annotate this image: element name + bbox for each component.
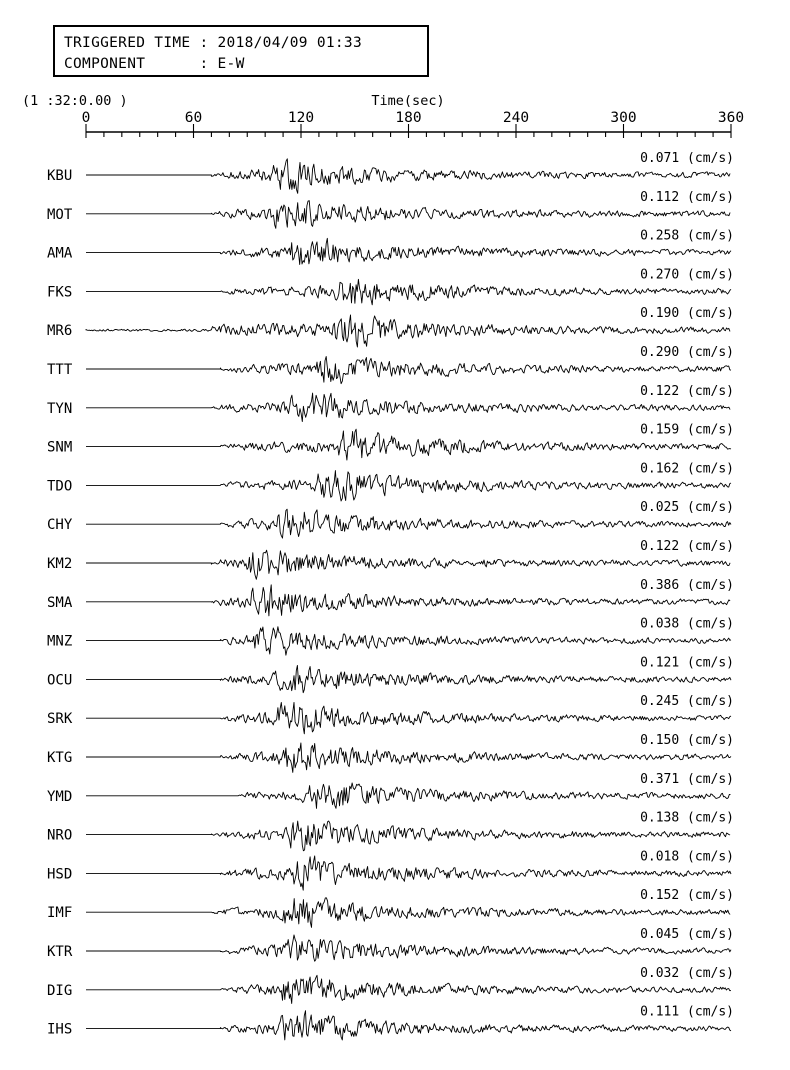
max-amplitude-label: 0.371 (cm/s) [640,771,734,787]
waveform [86,238,731,264]
station-label: OCU [47,672,73,689]
waveform [86,1011,731,1040]
station-label: IHS [47,1021,73,1038]
station-label: DIG [47,982,73,999]
max-amplitude-label: 0.121 (cm/s) [640,655,734,671]
x-tick-label: 180 [395,110,422,126]
station-label: YMD [47,788,73,805]
max-amplitude-label: 0.038 (cm/s) [640,616,734,632]
x-tick-label: 60 [184,110,203,126]
waveform [86,898,730,928]
x-tick-label: 0 [81,110,91,126]
waveform [86,357,731,384]
time-axis [22,93,744,138]
x-tick-label: 300 [610,110,637,126]
x-tick-label: 240 [502,110,530,126]
max-amplitude-label: 0.025 (cm/s) [640,500,734,516]
station-label: NRO [47,827,73,844]
station-trace-ttt [47,345,734,384]
triggered-time-line: TRIGGERED TIME : 2018/04/09 01:33 [64,35,362,51]
triggered-time-value: 2018/04/09 01:33 [217,35,362,51]
station-trace-ocu [47,655,734,692]
station-label: TDO [47,478,73,495]
start-time-label: (1 :32:0.00 ) [22,93,128,109]
waveform [86,975,731,1003]
waveform [86,509,731,538]
waveform [86,429,731,460]
station-trace-ama [47,229,734,265]
station-trace-chy [47,500,734,538]
waveform [86,159,730,194]
station-trace-dig [47,966,734,1004]
waveform [86,550,730,579]
max-amplitude-label: 0.018 (cm/s) [640,849,734,865]
station-label: CHY [47,517,73,534]
waveform [86,393,730,422]
station-label: KTG [47,750,73,766]
station-label: IMF [47,905,73,922]
station-trace-ktg [47,733,734,772]
waveform [86,315,730,347]
station-trace-snm [47,423,734,461]
station-trace-nro [47,811,734,851]
station-label: KTR [47,944,73,960]
max-amplitude-label: 0.045 (cm/s) [640,927,734,942]
waveform [86,702,731,733]
max-amplitude-label: 0.152 (cm/s) [640,888,734,904]
max-amplitude-label: 0.122 (cm/s) [640,539,734,554]
max-amplitude-label: 0.150 (cm/s) [640,733,734,748]
station-trace-tdo [47,461,734,501]
station-label: HSD [47,866,73,883]
max-amplitude-label: 0.190 (cm/s) [640,306,734,322]
station-trace-mr6 [47,306,734,347]
station-trace-kbu [47,151,734,193]
waveform [86,201,730,229]
station-label: SMA [47,594,73,611]
station-label: SNM [47,439,73,456]
station-trace-srk [47,694,734,734]
station-trace-mot [47,190,734,229]
station-label: TYN [47,400,73,417]
x-tick-label: 120 [287,110,315,126]
station-traces [47,151,734,1040]
station-label: TTT [47,362,73,378]
waveform [86,279,731,305]
station-trace-ymd [47,772,734,809]
max-amplitude-label: 0.290 (cm/s) [640,345,734,360]
station-trace-mnz [47,617,734,656]
station-trace-ktr [47,927,734,961]
max-amplitude-label: 0.386 (cm/s) [640,577,734,593]
max-amplitude-label: 0.162 (cm/s) [640,461,734,477]
station-label: MNZ [47,633,73,650]
max-amplitude-label: 0.112 (cm/s) [640,189,734,205]
max-amplitude-label: 0.111 (cm/s) [640,1004,734,1020]
waveform [86,665,731,692]
station-label: FKS [47,284,73,301]
station-label: MR6 [47,323,73,340]
waveform [86,627,731,656]
max-amplitude-label: 0.032 (cm/s) [640,965,734,981]
max-amplitude-label: 0.159 (cm/s) [640,422,734,438]
station-label: AMA [47,245,73,262]
station-trace-fks [47,267,734,304]
x-tick-label: 360 [717,110,745,126]
component-value: E-W [217,56,245,72]
waveform [86,783,731,809]
max-amplitude-label: 0.245 (cm/s) [640,694,734,710]
station-label: KBU [47,168,73,184]
waveform [86,471,731,501]
x-axis-label: Time(sec) [371,93,445,109]
waveform [86,935,731,961]
waveform [86,821,730,851]
station-trace-imf [47,888,734,927]
max-amplitude-label: 0.270 (cm/s) [640,267,734,283]
max-amplitude-label: 0.071 (cm/s) [640,151,734,166]
max-amplitude-label: 0.122 (cm/s) [640,383,734,399]
max-amplitude-label: 0.138 (cm/s) [640,810,734,826]
station-label: SRK [47,711,73,728]
max-amplitude-label: 0.258 (cm/s) [640,228,734,244]
station-trace-km2 [47,539,734,579]
triggered-time-label: TRIGGERED TIME [64,35,191,51]
station-trace-tyn [47,384,734,422]
component-line: COMPONENT : E-W [64,56,245,72]
station-label: MOT [47,206,73,223]
station-trace-hsd [47,849,734,890]
component-label: COMPONENT [64,56,146,72]
station-label: KM2 [47,556,73,572]
waveform [86,743,731,772]
waveform [86,585,730,616]
station-trace-sma [47,578,734,616]
waveform [86,856,731,890]
station-trace-ihs [47,1005,734,1040]
